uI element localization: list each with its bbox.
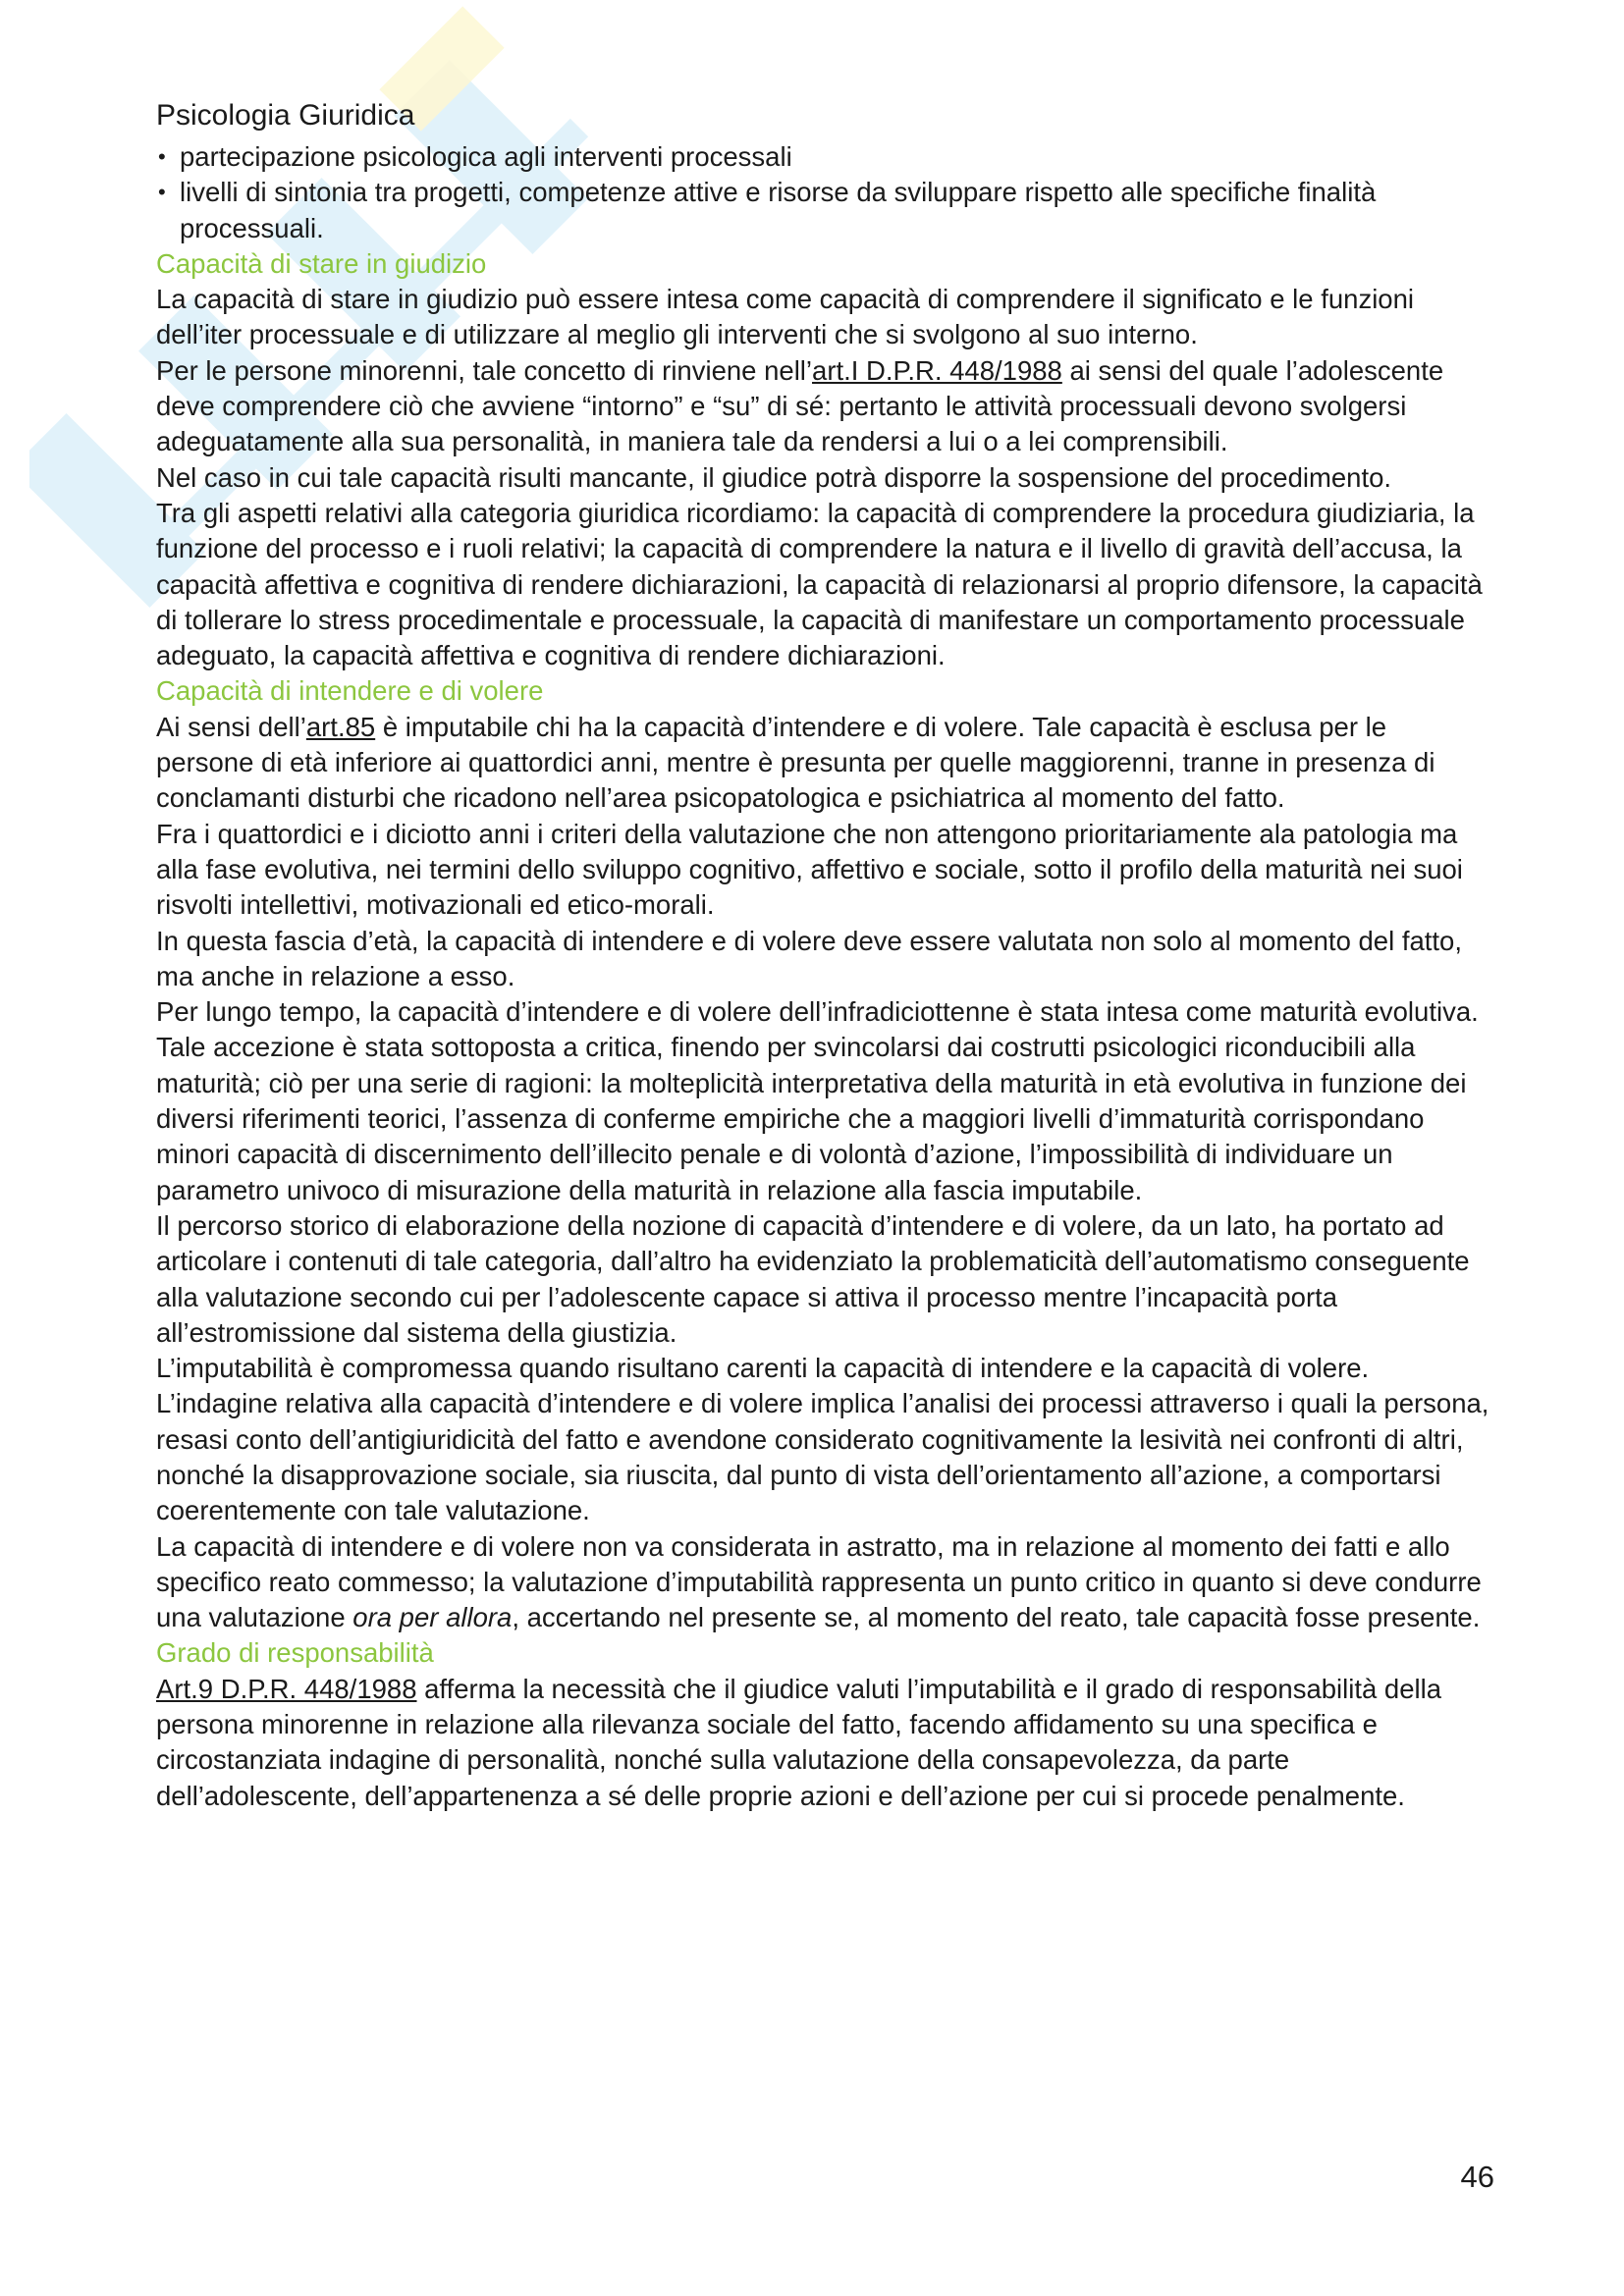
- text-run: afferma la necessità che il giudice valuti l’imputabilità e il grado di responsabilità della persona minorenne in relazione alla rilevanza sociale del fatto, facendo affidamento su una specifica e circostanziata indagine di personalità, nonché sulla valutazione della consapevolezza, da parte dell’adolescente, dell’appartenenza a sé delle proprie azioni e dell’azione per cui si procede penalmente.: [156, 1673, 1442, 1811]
- text-run: ai sensi del quale l’adolescente deve comprendere ciò che avviene “intorno” e “su” di sé: pertanto le attività processuali devono svolgersi adeguatamente alla sua personalità, in maniera tale da rendersi a lui o a lei comprensibili.: [156, 354, 1444, 457]
- paragraph: [156, 1672, 1491, 1814]
- text-run: La capacità di intendere e di volere non va considerata in astratto, ma in relazione al momento dei fatti e allo specifico reato commesso; la valutazione d’imputabilità rappresenta un punto critico in quanto si deve condurre una valutazione: [156, 1530, 1482, 1633]
- text-run: Per le persone minorenni, tale concetto di rinviene nell’: [156, 354, 813, 386]
- running-title: Psicologia Giuridica: [156, 99, 415, 132]
- paragraph: La capacità di stare in giudizio può essere intesa come capacità di comprendere il significato e le funzioni dell’iter processuale e di utilizzare al meglio gli interventi che si svolgono al suo interno.: [156, 284, 1415, 350]
- paragraph: L’imputabilità è compromessa quando risultano carenti la capacità di intendere e la capacità di volere.: [156, 1353, 1370, 1384]
- paragraph: Fra i quattordici e i diciotto anni i criteri della valutazione che non attengono prioritariamente ala patologia ma alla fase evolutiva, nei termini dello sviluppo cognitivo, affettivo e sociale, sotto il profilo della maturità nei suoi risvolti intellettivi, motivazionali ed etico-morali.: [156, 818, 1463, 921]
- paragraph: Nel caso in cui tale capacità risulti mancante, il giudice potrà disporre la sospensione del procedimento.: [156, 461, 1392, 493]
- section-heading-responsabilita: Grado di responsabilità: [156, 1637, 434, 1669]
- paragraph: [156, 353, 1491, 460]
- paragraph: [156, 710, 1491, 817]
- section-heading-stare-in-giudizio: Capacità di stare in giudizio: [156, 247, 487, 279]
- paragraph: Il percorso storico di elaborazione della nozione di capacità d’intendere e di volere, da un lato, ha portato ad articolare i contenuti di tale categoria, dall’altro ha evidenziato la problematicità dell’automatismo conseguente alla valutazione secondo cui per l’adolescente capace si attiva il processo mentre l’incapacità porta all’estromissione dal sistema della giustizia.: [156, 1209, 1470, 1348]
- paragraph: L’indagine relativa alla capacità d’intendere e di volere implica l’analisi dei processi attraverso i quali la persona, resasi conto dell’antigiuridicità del fatto e avendone considerato cognitivamente la lesività nei confronti di altri, nonché la disapprovazione sociale, sia riuscita, dal punto di vista dell’orientamento all’azione, a comportarsi coerentemente con tale valutazione.: [156, 1388, 1489, 1526]
- paragraph: [156, 1529, 1491, 1636]
- text-run: è imputabile chi ha la capacità d’intendere e di volere. Tale capacità è esclusa per le persone di età inferiore ai quattordici anni, mentre è presunta per quelle maggiorenni, tranne in presenza di conclamanti disturbi che ricadono nell’area psicopatologica e psichiatrica al momento del fatto.: [156, 711, 1435, 814]
- bullet-list: [156, 139, 1491, 246]
- text-run: , accertando nel presente se, al momento del reato, tale capacità fosse presente.: [512, 1602, 1481, 1633]
- page-number: 46: [1460, 2160, 1494, 2194]
- emphasis: ora per allora: [352, 1602, 513, 1633]
- list-item: • partecipazione psicologica agli interventi processali: [156, 139, 1491, 175]
- document-page: [156, 94, 1491, 1814]
- law-reference-link[interactable]: Art.9 D.P.R. 448/1988: [156, 1673, 417, 1704]
- paragraph: In questa fascia d’età, la capacità di intendere e di volere deve essere valutata non solo al momento del fatto, ma anche in relazione a esso.: [156, 925, 1462, 991]
- paragraph: Per lungo tempo, la capacità d’intendere e di volere dell’infradiciottenne è stata intesa come maturità evolutiva. Tale accezione è stata sottoposta a critica, finendo per svincolarsi dai costrutti psicologici riconducibili alla maturità; ciò per una serie di ragioni: la molteplicità interpretativa della maturità in età evolutiva in funzione dei diversi riferimenti teorici, l’assenza di conferme empiriche che a maggiori livelli d’immaturità corrispondano minori capacità di discernimento dell’illecito penale e di volontà d’azione, l’impossibilità di individuare un parametro univoco di misurazione della maturità in relazione alla fascia imputabile.: [156, 996, 1479, 1205]
- section-heading-intendere-volere: Capacità di intendere e di volere: [156, 675, 544, 707]
- list-item: • livelli di sintonia tra progetti, competenze attive e risorse da sviluppare rispetto alle specifiche finalità processuali.: [156, 175, 1491, 246]
- text-run: Ai sensi dell’: [156, 711, 306, 742]
- paragraph: Tra gli aspetti relativi alla categoria giuridica ricordiamo: la capacità di comprendere la procedura giudiziaria, la funzione del processo e i ruoli relativi; la capacità di comprendere la natura e il livello di gravità dell’accusa, la capacità affettiva e cognitiva di rendere dichiarazioni, la capacità di relazionarsi al proprio difensore, la capacità di tollerare lo stress procedimentale e processuale, la capacità di manifestare un comportamento processuale adeguato, la capacità affettiva e cognitiva di rendere dichiarazioni.: [156, 497, 1483, 671]
- law-reference-link[interactable]: art.85: [305, 711, 376, 742]
- law-reference-link[interactable]: art.I D.P.R. 448/1988: [812, 354, 1062, 386]
